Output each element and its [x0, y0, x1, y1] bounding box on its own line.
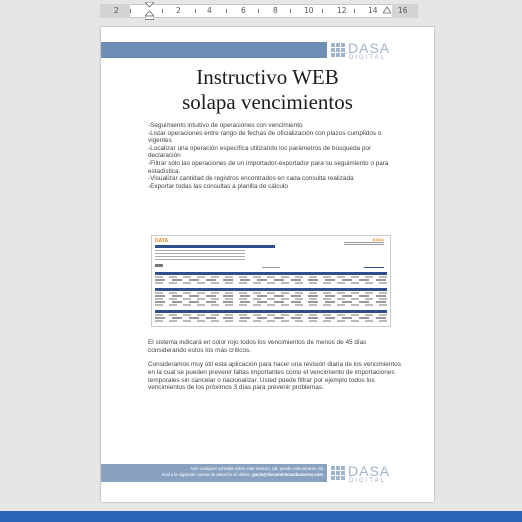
- ruler-label: 8: [273, 6, 278, 15]
- embedded-app-screenshot: [151, 235, 391, 327]
- brand-subtitle: DIGITAL: [349, 55, 386, 61]
- ruler-label: 2: [114, 6, 119, 15]
- app-logo-right: DASA: [372, 237, 384, 242]
- ruler-label: 10: [304, 6, 314, 15]
- ruler-tick: [322, 9, 323, 13]
- footer-line-2: [113, 472, 323, 478]
- brand-grid-icon: [331, 466, 345, 480]
- list-item: -Exportar todas las consultas a planilla de cálculo: [148, 182, 288, 190]
- ruler-tick: [195, 9, 196, 13]
- ruler-tick: [290, 9, 291, 13]
- indent-marker-icon[interactable]: [145, 2, 154, 20]
- ruler-tick: [162, 9, 163, 13]
- app-results-table: [155, 288, 387, 307]
- footer-line-1: Ante cualquier consulta sobre este servicio, Ud. puede comunicarse vía: [190, 466, 323, 471]
- paragraph-critical: El sistema indicará en color rojo todos los vencimientos de menos de 45 días considerando estos los más críticos.: [148, 339, 367, 354]
- footer-line-2-prefix: mail a la siguiente cuenta de atención al cliente:: [162, 472, 253, 477]
- brand-name: DASA: [348, 463, 391, 479]
- footer-text: [113, 466, 323, 478]
- app-search-button: [155, 264, 163, 267]
- brand-grid-icon: [331, 43, 345, 57]
- document-title: [101, 65, 434, 115]
- ruler-label: 16: [398, 6, 408, 15]
- paragraph-usefulness: Consideramos muy útil esta aplicación para hacer una revisión diaria de los vencimientos en la cual se pueden prevenir faltas importantes como el vencimiento de importaciones temporales sin cancelar o nacionalizar. Usted puede filtrar por ejemplo todos los vencimientos de los próximos 3 días para prevenir problemas.: [148, 361, 401, 392]
- ruler-label: 6: [241, 6, 246, 15]
- app-results-table: [155, 310, 387, 323]
- app-user-info: [344, 242, 384, 247]
- ruler-label: 12: [337, 6, 347, 15]
- ruler-label: 14: [368, 6, 378, 15]
- feature-list: [148, 122, 403, 190]
- list-item: -Localizar una operación específica utilizando los parámetros de búsqueda por declaración: [148, 144, 372, 160]
- ruler-tick: [130, 9, 131, 13]
- ruler-tick: [226, 9, 227, 13]
- brand-logo: [331, 41, 421, 63]
- brand-name: DASA: [348, 40, 391, 56]
- horizontal-ruler[interactable]: [0, 0, 522, 20]
- app-nav-bar: [155, 245, 275, 248]
- list-item: -Visualizar cantidad de registros encontrados en cada consulta realizada: [148, 175, 354, 183]
- footer-email-link[interactable]: ganis@documentosaduaneros.com: [252, 472, 323, 477]
- app-results-table: [155, 272, 387, 285]
- list-item: -Filtrar sólo las operaciones de un importador-exportador para su seguimiento o para estadística.: [148, 159, 389, 175]
- brand-subtitle: DIGITAL: [349, 478, 386, 484]
- ruler-tick: [354, 9, 355, 13]
- footer-brand-logo: [331, 464, 421, 486]
- document-page: [101, 27, 434, 502]
- list-item: -Seguimiento intuitivo de operaciones con vencimiento: [148, 122, 303, 129]
- app-logo: DATA: [155, 238, 169, 244]
- ruler-label: 4: [207, 6, 212, 15]
- header-band: [101, 42, 327, 58]
- taskbar[interactable]: [0, 511, 522, 522]
- list-item: -Listar operaciones entre rango de fechas de oficialización con plazos cumplidos o vigentes: [148, 129, 382, 145]
- app-record-count: [262, 267, 280, 268]
- right-indent-marker-icon[interactable]: [383, 6, 391, 16]
- ruler-label: 2: [176, 6, 181, 15]
- ruler-tick: [258, 9, 259, 13]
- app-search-form: [155, 250, 245, 266]
- title-line-1: Instructivo WEB: [196, 65, 339, 89]
- footer-band: [101, 464, 327, 482]
- app-export-link: [364, 267, 384, 268]
- title-line-2: solapa vencimientos: [182, 90, 353, 114]
